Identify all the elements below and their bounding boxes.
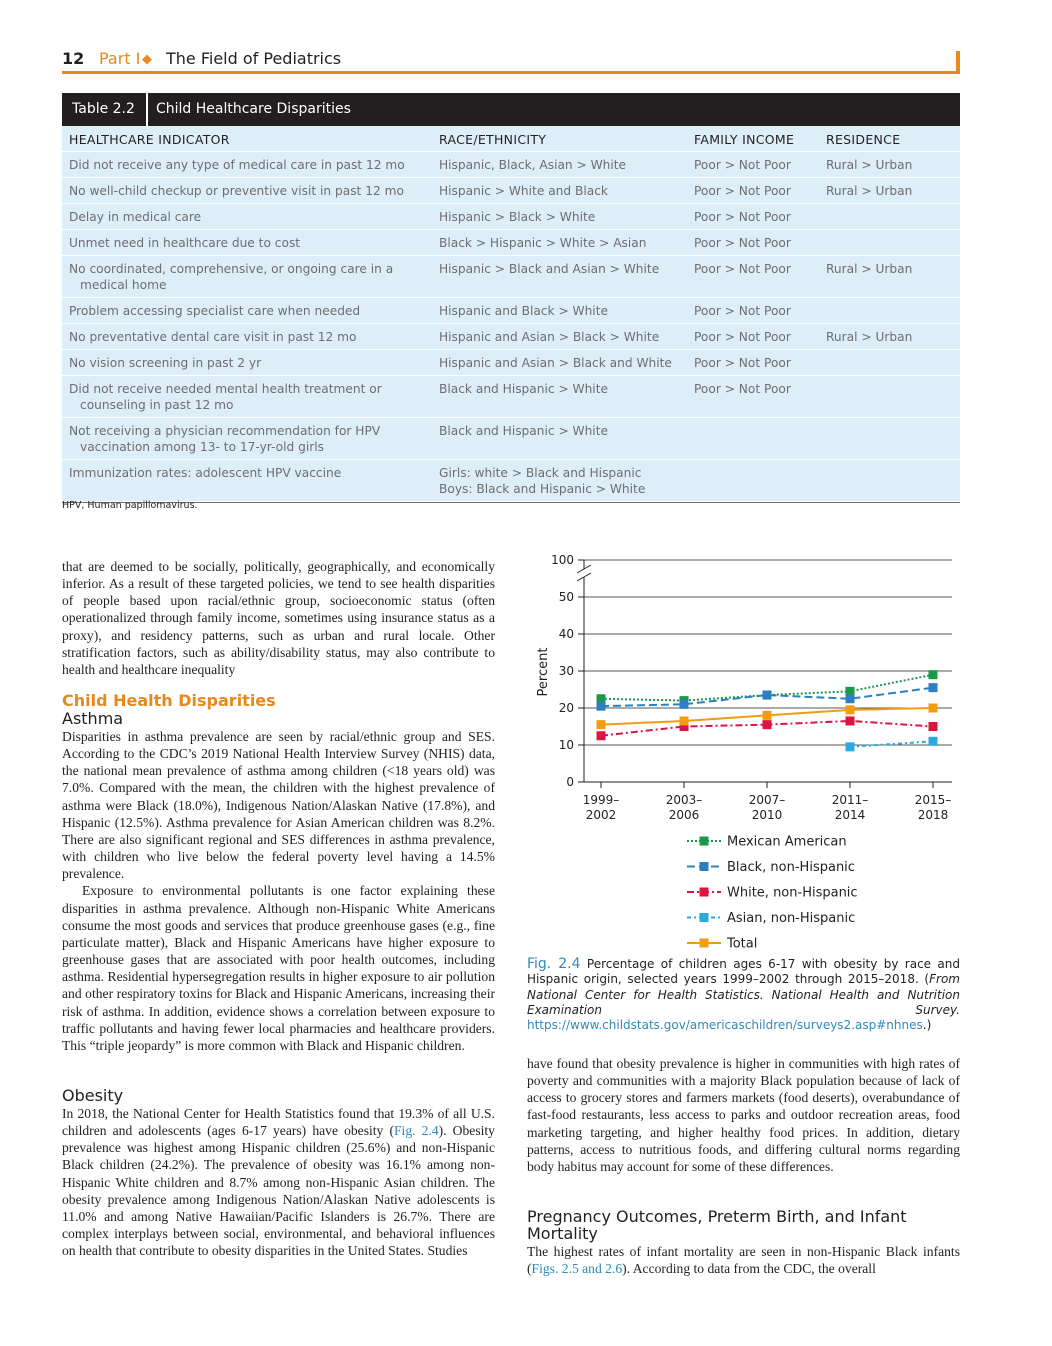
- table-row: [62, 204, 960, 230]
- x-tick-label: 2003– 2006: [665, 793, 703, 822]
- caption-text: Percentage of children ages 6-17 with obesity by race and Hispanic origin, selected years 1999–2002 through 2015–2018.: [527, 957, 960, 987]
- legend-marker: [700, 837, 709, 846]
- y-tick-label: 40: [558, 627, 574, 641]
- legend-label: Black, non-Hispanic: [727, 860, 855, 875]
- table-cell: No well-child checkup or preventive visit in past 12 mo: [69, 184, 404, 198]
- legend-marker: [700, 888, 709, 897]
- legend-marker: [700, 862, 709, 871]
- y-tick-label: 0: [566, 775, 574, 789]
- x-tick-label: 2007– 2010: [748, 793, 786, 822]
- paragraph: Exposure to environmental pollutants is one factor explaining these disparities in asthma prevalence. Although non-Hispanic White Americans consume the most goods and services that produce greenhouse gases (e.g., fine particulate matter), Black and Hispanic Americans have higher exposure to greenhouse gases that are associated with poor health outcomes, including asthma. Residential hypersegregation results in higher exposure to air pollution and other respiratory toxins for Black and Hispanic Americans, increasing their risk of asthma. In addition, evidence shows a correlation between exposure to traffic pollutants and having fewer local pharmacies and healthcare providers. This “triple jeopardy” is more common with Black and Hispanic children.: [62, 883, 495, 1053]
- data-point: [597, 720, 606, 729]
- table-cell: No vision screening in past 2 yr: [69, 356, 262, 370]
- table-cell: Poor > Not Poor: [694, 356, 791, 370]
- x-tick-label: 2011– 2014: [831, 793, 869, 822]
- table-cell: Poor > Not Poor: [694, 184, 791, 198]
- table-cell: Girls: white > Black and Hispanic: [439, 466, 642, 480]
- y-tick-label: 30: [558, 664, 574, 678]
- y-tick-label: 50: [558, 590, 574, 604]
- table-cell: Hispanic, Black, Asian > White: [439, 158, 627, 172]
- section-title: The Field of Pediatrics: [166, 49, 342, 68]
- table-cell: No coordinated, comprehensive, or ongoing care in a medical home: [69, 262, 394, 292]
- table-title-bar: [62, 93, 960, 126]
- table-cell: Rural > Urban: [826, 330, 913, 344]
- table-cell: Problem accessing specialist care when needed: [69, 304, 361, 318]
- data-point: [846, 705, 855, 714]
- table-row: [62, 418, 960, 460]
- data-point: [763, 720, 772, 729]
- paragraph: Disparities in asthma prevalence are seen by racial/ethnic group and SES. According to the CDC’s 2019 National Health Interview Survey (NHIS) data, the national mean prevalence of asthma among children (<18 years old) was 7.0%. Compared with the mean, the children with the highest prevalence of asthma were Black (18.0%), Indigenous Nation/Alaskan Native (17.8%), and Hispanic (12.5%). Asthma prevalence for Asian American children was 8.2%. There are also significant regional and SES differences in asthma prevalence, with children who live below the federal poverty level having a 14.5% prevalence.: [62, 729, 495, 882]
- table-row: [62, 376, 960, 418]
- header-tick: [956, 51, 960, 74]
- table-cell: Poor > Not Poor: [694, 262, 791, 276]
- legend-label: Asian, non-Hispanic: [727, 911, 856, 926]
- table-cell: Hispanic > Black and Asian > White: [439, 262, 660, 276]
- heading-asthma: Asthma: [62, 709, 124, 728]
- table-footnote: HPV, Human papillomavirus.: [62, 500, 198, 511]
- figure-2-4: [527, 550, 960, 950]
- table-title: Child Healthcare Disparities: [156, 101, 351, 117]
- table-cell: Hispanic and Asian > Black and White: [439, 356, 672, 370]
- paragraph: In 2018, the National Center for Health Statistics found that 19.3% of all U.S. children and adolescents (ages 6-17 years) have obesity (Fig. 2.4). Obesity prevalence was highest among Hispanic children (25.6%) and non-Hispanic Black children (24.2%). The prevalence of obesity was 16.1% among non-Hispanic White children and 8.7% among non-Hispanic Asian children. The obesity prevalence among Indigenous Nation/Alaskan Native adolescents is 11.0% and among Native Hawaiian/Pacific Islanders is 26.7%. There are complex interplays between social, environmental, and behavioral influences on health that contribute to obesity disparities in the United States. Studies: [62, 1106, 495, 1259]
- legend-marker: [700, 913, 709, 922]
- legend-marker: [700, 939, 709, 948]
- table-cell: Rural > Urban: [826, 158, 913, 172]
- data-point: [597, 702, 606, 711]
- column-header: RACE/ETHNICITY: [439, 132, 547, 147]
- table-cell: Poor > Not Poor: [694, 210, 791, 224]
- data-point: [929, 683, 938, 692]
- right-column-obesity: [527, 1055, 960, 1175]
- legend-label: Mexican American: [727, 834, 847, 850]
- fig-2-4-link[interactable]: Fig. 2.4: [394, 1123, 439, 1139]
- y-tick-label: 20: [558, 701, 574, 715]
- table-row: [62, 324, 960, 350]
- data-point: [846, 742, 855, 751]
- table-cell: Poor > Not Poor: [694, 236, 791, 250]
- table-cell: Hispanic > Black > White: [439, 210, 596, 224]
- left-column-intro: [62, 558, 495, 678]
- table-cell: Black and Hispanic > White: [439, 424, 608, 438]
- paragraph: The highest rates of infant mortality are seen in non-Hispanic Black infants (Figs. 2.5 and 2.6). According to data from the CDC, the overall: [527, 1244, 960, 1277]
- data-point: [763, 711, 772, 720]
- table-row: [62, 178, 960, 204]
- heading-obesity: Obesity: [62, 1086, 124, 1105]
- heading-pregnancy: Pregnancy Outcomes, Preterm Birth, and Infant Mortality: [527, 1207, 907, 1243]
- table-cell: Did not receive needed mental health treatment or counseling in past 12 mo: [69, 382, 382, 412]
- table-cell: Poor > Not Poor: [694, 382, 791, 396]
- x-tick-label: 1999– 2002: [582, 793, 620, 822]
- data-point: [763, 691, 772, 700]
- table-row: [62, 460, 960, 502]
- table-title-separator: [146, 93, 148, 126]
- figure-caption: Fig. 2.4 Percentage of children ages 6-17 with obesity by race and Hispanic origin, selected years 1999–2002 through 2015–2018. (From National Center for Health Statistics. National Health and Nutrition Examination Survey. https://www.childstats.gov/americaschildren/surveys2.asp#nhnes.): [527, 956, 960, 1033]
- table-cell: Hispanic > White and Black: [439, 184, 608, 198]
- table-cell: Immunization rates: adolescent HPV vaccine: [69, 466, 342, 480]
- table-cell: Did not receive any type of medical care in past 12 mo: [69, 158, 405, 172]
- obesity-line-chart: [527, 550, 960, 950]
- paragraph: have found that obesity prevalence is higher in communities with high rates of poverty and communities with a majority Black population because of lack of access to grocery stores and farmers markets (food deserts), overabundance of fast-food restaurants, less access to parks and outdoor recreation areas, food marketing targeting, and higher healthy food prices. In addition, dietary patterns, access to nutritious foods, and differing cultural norms regarding body habitus may account for some of these differences.: [527, 1056, 960, 1174]
- column-header: FAMILY INCOME: [694, 132, 795, 147]
- table-cell: Black > Hispanic > White > Asian: [439, 236, 647, 250]
- table-cell: Black and Hispanic > White: [439, 382, 608, 396]
- table-cell: Hispanic and Black > White: [439, 304, 608, 318]
- figure-label: Fig. 2.4: [527, 956, 581, 972]
- legend-label: Total: [727, 936, 758, 950]
- paragraph: that are deemed to be socially, politically, geographically, and economically inferior. As a result of these targeted policies, we tend to see health disparities of people based upon racial/ethnic group, socioeconomic status (often operationalized through family income, sometimes using insurance status as a proxy), and residency patterns, such as urban and rural locale. Other stratification factors, such as ability/disability status, may also contribute to health and healthcare inequality: [62, 559, 495, 677]
- table-header-row: [62, 126, 960, 152]
- y-tick-label: 10: [558, 738, 574, 752]
- data-point: [597, 731, 606, 740]
- table-row: [62, 350, 960, 376]
- data-point: [929, 722, 938, 731]
- y-tick-label: 100: [551, 553, 574, 567]
- table-2-2: [62, 93, 960, 503]
- table-cell: Rural > Urban: [826, 262, 913, 276]
- table-cell: Rural > Urban: [826, 184, 913, 198]
- table-cell: Poor > Not Poor: [694, 158, 791, 172]
- table-cell: No preventative dental care visit in past 12 mo: [69, 330, 357, 344]
- table-row: [62, 298, 960, 324]
- data-point: [846, 694, 855, 703]
- table-cell: Boys: Black and Hispanic > White: [439, 482, 646, 496]
- data-point: [680, 700, 689, 709]
- pregnancy-section: [527, 1243, 960, 1277]
- table-cell: Not receiving a physician recommendation for HPV vaccination among 13- to 17-yr-old girls: [69, 424, 381, 454]
- table-cell: Hispanic and Asian > Black > White: [439, 330, 660, 344]
- y-axis-label: Percent: [536, 647, 551, 697]
- table-number: Table 2.2: [72, 101, 135, 117]
- table-row: [62, 152, 960, 178]
- table-cell: Poor > Not Poor: [694, 330, 791, 344]
- source-link[interactable]: https://www.childstats.gov/americaschildren/surveys2.asp#nhnes: [527, 1018, 923, 1033]
- obesity-section: [62, 1105, 495, 1259]
- running-header: [62, 49, 960, 73]
- data-point: [680, 716, 689, 725]
- caption-source: From National Center for Health Statistics. National Health and Nutrition Examination Survey.: [527, 972, 960, 1017]
- data-point: [929, 737, 938, 746]
- table-cell: Delay in medical care: [69, 210, 202, 224]
- header-rule: [62, 71, 960, 74]
- table-row: [62, 256, 960, 298]
- legend-label: White, non-Hispanic: [727, 885, 858, 901]
- table-cell: Poor > Not Poor: [694, 304, 791, 318]
- table-row: [62, 230, 960, 256]
- table-cell: Unmet need in healthcare due to cost: [69, 236, 301, 250]
- data-point: [929, 704, 938, 713]
- part-label: Part I: [99, 49, 141, 68]
- asthma-section: [62, 728, 495, 1054]
- data-point: [846, 716, 855, 725]
- heading-child-health-disparities: Child Health Disparities: [62, 691, 276, 710]
- series-line: [850, 741, 933, 747]
- x-tick-label: 2015– 2018: [914, 793, 952, 822]
- data-point: [929, 670, 938, 679]
- page-number: 12: [62, 49, 85, 68]
- table-body: [62, 126, 960, 502]
- column-header: RESIDENCE: [826, 132, 901, 147]
- column-header: HEALTHCARE INDICATOR: [69, 132, 230, 147]
- diamond-icon: ◆: [142, 51, 152, 66]
- figs-2-5-2-6-link[interactable]: Figs. 2.5 and 2.6: [531, 1261, 623, 1277]
